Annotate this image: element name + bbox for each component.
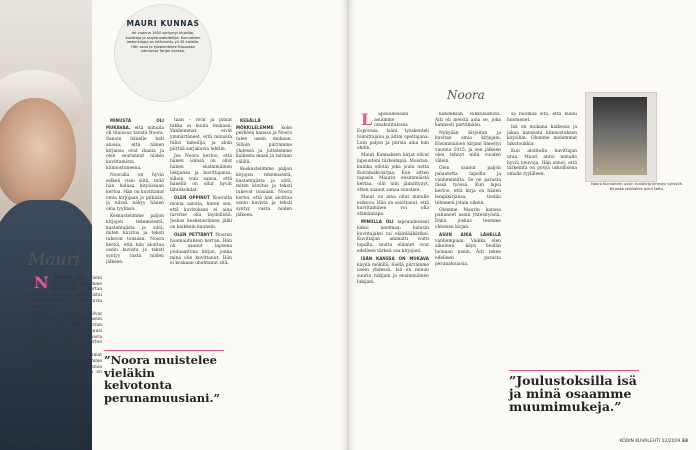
pull-quote-text: ”Noora muistelee vieläkin kelvotonta perunamuusiani.” — [104, 353, 221, 405]
rcol1-q2-lead: ISÄN KANSSA ON MUKAVA — [361, 255, 429, 261]
left-column-3 — [30, 275, 102, 440]
rcol1-q1-text: lapsuudessani kaksi unelmaa: halusin kuvittajaksi tai eläinlääkäriksi. Kuvittajan ammatti voitti lopulta, mutta eläimet ovat edelleen tärkeä osa kirjojani. — [357, 220, 429, 254]
col3-lead: NOORA OLI — [54, 275, 86, 280]
rcol2-p3: Olen saanut paljon palautetta lapsilta ja vanhemmilta. Se on parasta tässä työssä. Kun lapsi kertoo, että kirja on hänen lempikirjansa, tiedän tehneeni jotain oikein. — [435, 166, 501, 206]
photo-face — [0, 98, 76, 208]
rcol2-q-lead: ASUN AIKA LÄHELLÄ — [439, 232, 501, 238]
col3-p2: Nooran vanhemmat olivat ystäviämme ja kävimme usein kylässä. Minä tein kerran ruokaa, ja perunamuusi epäonnistui pahasti. Noora muistaa sen vieläkin ja kertoo siitä aina, kun tapaamme. — [30, 311, 102, 351]
rcol3-p3: Kun aloittelin kuvittajan uraa, Mauri antoi minulle hyviä neuvoja. Hän sanoi, että tärkeintä on pysyä uskollisena omalle tyylilleen. — [507, 149, 577, 178]
right-issue: 12/2019 — [661, 439, 681, 444]
rcol3-p1: sa huomaa sitä, että kuulu huomenet. — [507, 112, 577, 123]
rcol3-p2: Isä on mukana kaikessa ja jakaa kanssani kiinnostuksen kirjoihin. Olemme molemmat lukutoukkia. — [507, 124, 577, 148]
col2-q2-text: Nooran huomautuksen kerran. Hän oli saanut lapsena jouluaattona kirjan, jonka minä olin kuvittanut. Hän ei koskaan unohtanut sitä. — [170, 232, 232, 267]
col4-q-lead: KESÄLLÄ MÖKKILELEMME — [236, 118, 274, 130]
rcol1-q2-text: käydä mökillä. Siellä piirrämme usein yhdessä. Isä on minun suurin tukijani ja ensimmäinen lukijani. — [357, 262, 429, 285]
col2-p2: Jos Noora kertoo, että hänen isänsä on ollut hänen ensimmäinen lukijansa ja kuvittajansa, silloin voin sanoa, että hänellä on ollut hyvät lähtökohdat. — [170, 153, 232, 193]
pull-quote-right-text: ”Joulustoksilla isä ja minä osaamme muumimukeja.” — [509, 373, 637, 414]
title-script-right: Noora — [447, 88, 485, 102]
right-footer — [620, 439, 688, 444]
name-script-left: Mauri — [28, 250, 81, 270]
left-page-number: 32 — [8, 439, 15, 444]
book-caption: Noora Kunnaksen uusin kuvakirja ilmestyi syksyllä. Kirjassa seikkailee pieni kettu. — [591, 182, 683, 191]
dropcap-n: N — [34, 275, 49, 292]
rcol2-p4: Olemme Maurin kanssa puhuneet usein yhteistyöstä. Ehkä joskus teemme yhteisen kirjan. — [435, 207, 501, 230]
bio-text: on vuonna 1950 syntynyt kirjailija, kuvittaja ja sarjakuvataiteilija. Kunnaksen lastenkirjoja on käännetty yli 35 kielelle. Hän asuu ja työskentelee Espoossa vaimonsa Tarjan kanssa. — [125, 31, 201, 54]
right-column-2 — [435, 112, 501, 438]
rcol1-q1-lead: MINULLA OLI — [361, 219, 394, 225]
col4-q-text: koko perheen kanssa ja Noora tulee usein mukaan. Silloin piirrämme yhdessä ja juttelemme kaikesta maan ja taivaan välillä. — [236, 125, 292, 165]
col2-q1-text: Nooralta monia asioita, kuten sen, että kuvituksen ei aina tarvitse olla täydellistä. Joskus keskeneräinen jälki on kaikkein kaunein. — [170, 196, 232, 230]
pull-quote-left — [104, 350, 224, 404]
col1-lead: MINUSTA OLI MUKAVAA, — [106, 118, 164, 130]
rcol1-p2: Mauri Kunnaksen kirjat olivat lapsuuteni tärkeimpiä. Muistan, kuinka odotin joka joulu uutta Koiramäki-kirjaa. Kun sitten tapasin Maurin ensimmäistä kertaa, olin niin jännittynyt, etten saanut sanaa suustani. — [357, 153, 429, 193]
left-column-2 — [170, 118, 232, 338]
bio-name: MAURI KUNNAS — [126, 19, 200, 28]
left-magazine-name: KODIN KUVALEHTI — [15, 439, 57, 444]
right-column-1 — [357, 112, 429, 438]
col1-p3: Keskustelimme paljon kirjojen tekemisestä, kustantajista ja siitä, miten kuvitus ja teksti tukevat toisiaan. Noora kertoi, että hän aloittaa usein kuvista ja teksti syntyy vasta niiden jälkeen. — [106, 214, 164, 265]
col1-p1: että minulla oli tilaisuus tavata Noora. Sanoin hänelle heti alussa, että hänen kirjansa ovat ihania ja olen seurannut niiden kuvittamista kiinnostuneena. — [106, 125, 164, 171]
col3-p1: pieni tyttö, kun kävimme ensimmäistä kertaa heidän luonaan. Hän istui pöydän ääressä ja piirsi kuvia koko illan. — [30, 276, 102, 310]
right-magazine-name: KODIN KUVALEHTI — [619, 439, 661, 444]
col2-q2-lead: OLEN PETTÄNYT — [174, 231, 213, 237]
right-column-3 — [507, 112, 577, 232]
pull-quote-right-rule — [509, 370, 639, 371]
left-page — [0, 0, 347, 450]
rcol2-q-text: vanhempiani. Vaikka olen aikuinen, käyn heidän luonaan usein. Äiti tekee edelleen parasta perunamuusia. — [435, 238, 501, 267]
rcol2-p1: kahdeksan sukkulaatiota. Aiti oli meistä aina se, joka kannusti piirtämään. — [435, 112, 501, 129]
col4-p1: Keskustelimme paljon kirjojen tekemisestä, kustantajista ja siitä, miten kuvitus ja teksti tukevat toisiaan. Noora kertoi, että hän aloittaa usein kuvista ja teksti syntyy vasta niiden jälkeen. — [236, 167, 292, 218]
rcol2-p2: Nykyään kirjoitan ja kuvitan omia kirjojani. Ensimmäinen kirjani ilmestyi vuonna 2015, ja sen jälkeen olen tehnyt niitä vuoden välein. — [435, 130, 501, 165]
bio-circle — [114, 4, 212, 102]
rcol1-p1: apsuudessani asuimme omakotitalossa Espoossa. Isäni työskenteli toimittajana ja äitini opettajana. Luin paljon ja piirsin aina kun ehdin. — [357, 112, 429, 152]
rcol1-p3: Mauri on aina ollut minulle esikuva. Hän on osoittanut, että kuvittaminen voi olla elämäntapa. — [357, 194, 429, 217]
dropcap-l: L — [361, 112, 373, 129]
pull-quote-rule — [104, 350, 224, 351]
right-page — [349, 0, 696, 450]
left-footer — [8, 439, 76, 444]
col2-p1: taan – rock ja pitkät tukka ei kuulu mukaan. Vanhemmat eivät ymmärtäneet, että minusta tulisi taiteilija, ja aloin piirtää sarjakuvia lehtiin. — [170, 118, 232, 152]
left-issue: 12/2019 — [57, 439, 77, 444]
col3-p3: Nykyään olemme molemmat kuvittajia, ja keskustelemme usein työstämme. On hienoa nähdä, miten Nooran ura on kehittynyt. — [30, 353, 102, 381]
left-column-4 — [236, 118, 292, 440]
col1-p2: Nooralla on hyvin selkeä visio siitä, mitä hän haluaa kirjoissaan kertoa. Hän on kuvittanut omia kirjojaan jo pitkään, ja niissä näkyy hänen oma tyylinsä. — [106, 172, 164, 213]
right-page-number: 33 — [681, 439, 688, 444]
col2-q1-lead: OLEN OPPINUT — [174, 195, 210, 201]
pull-quote-right — [509, 370, 639, 413]
